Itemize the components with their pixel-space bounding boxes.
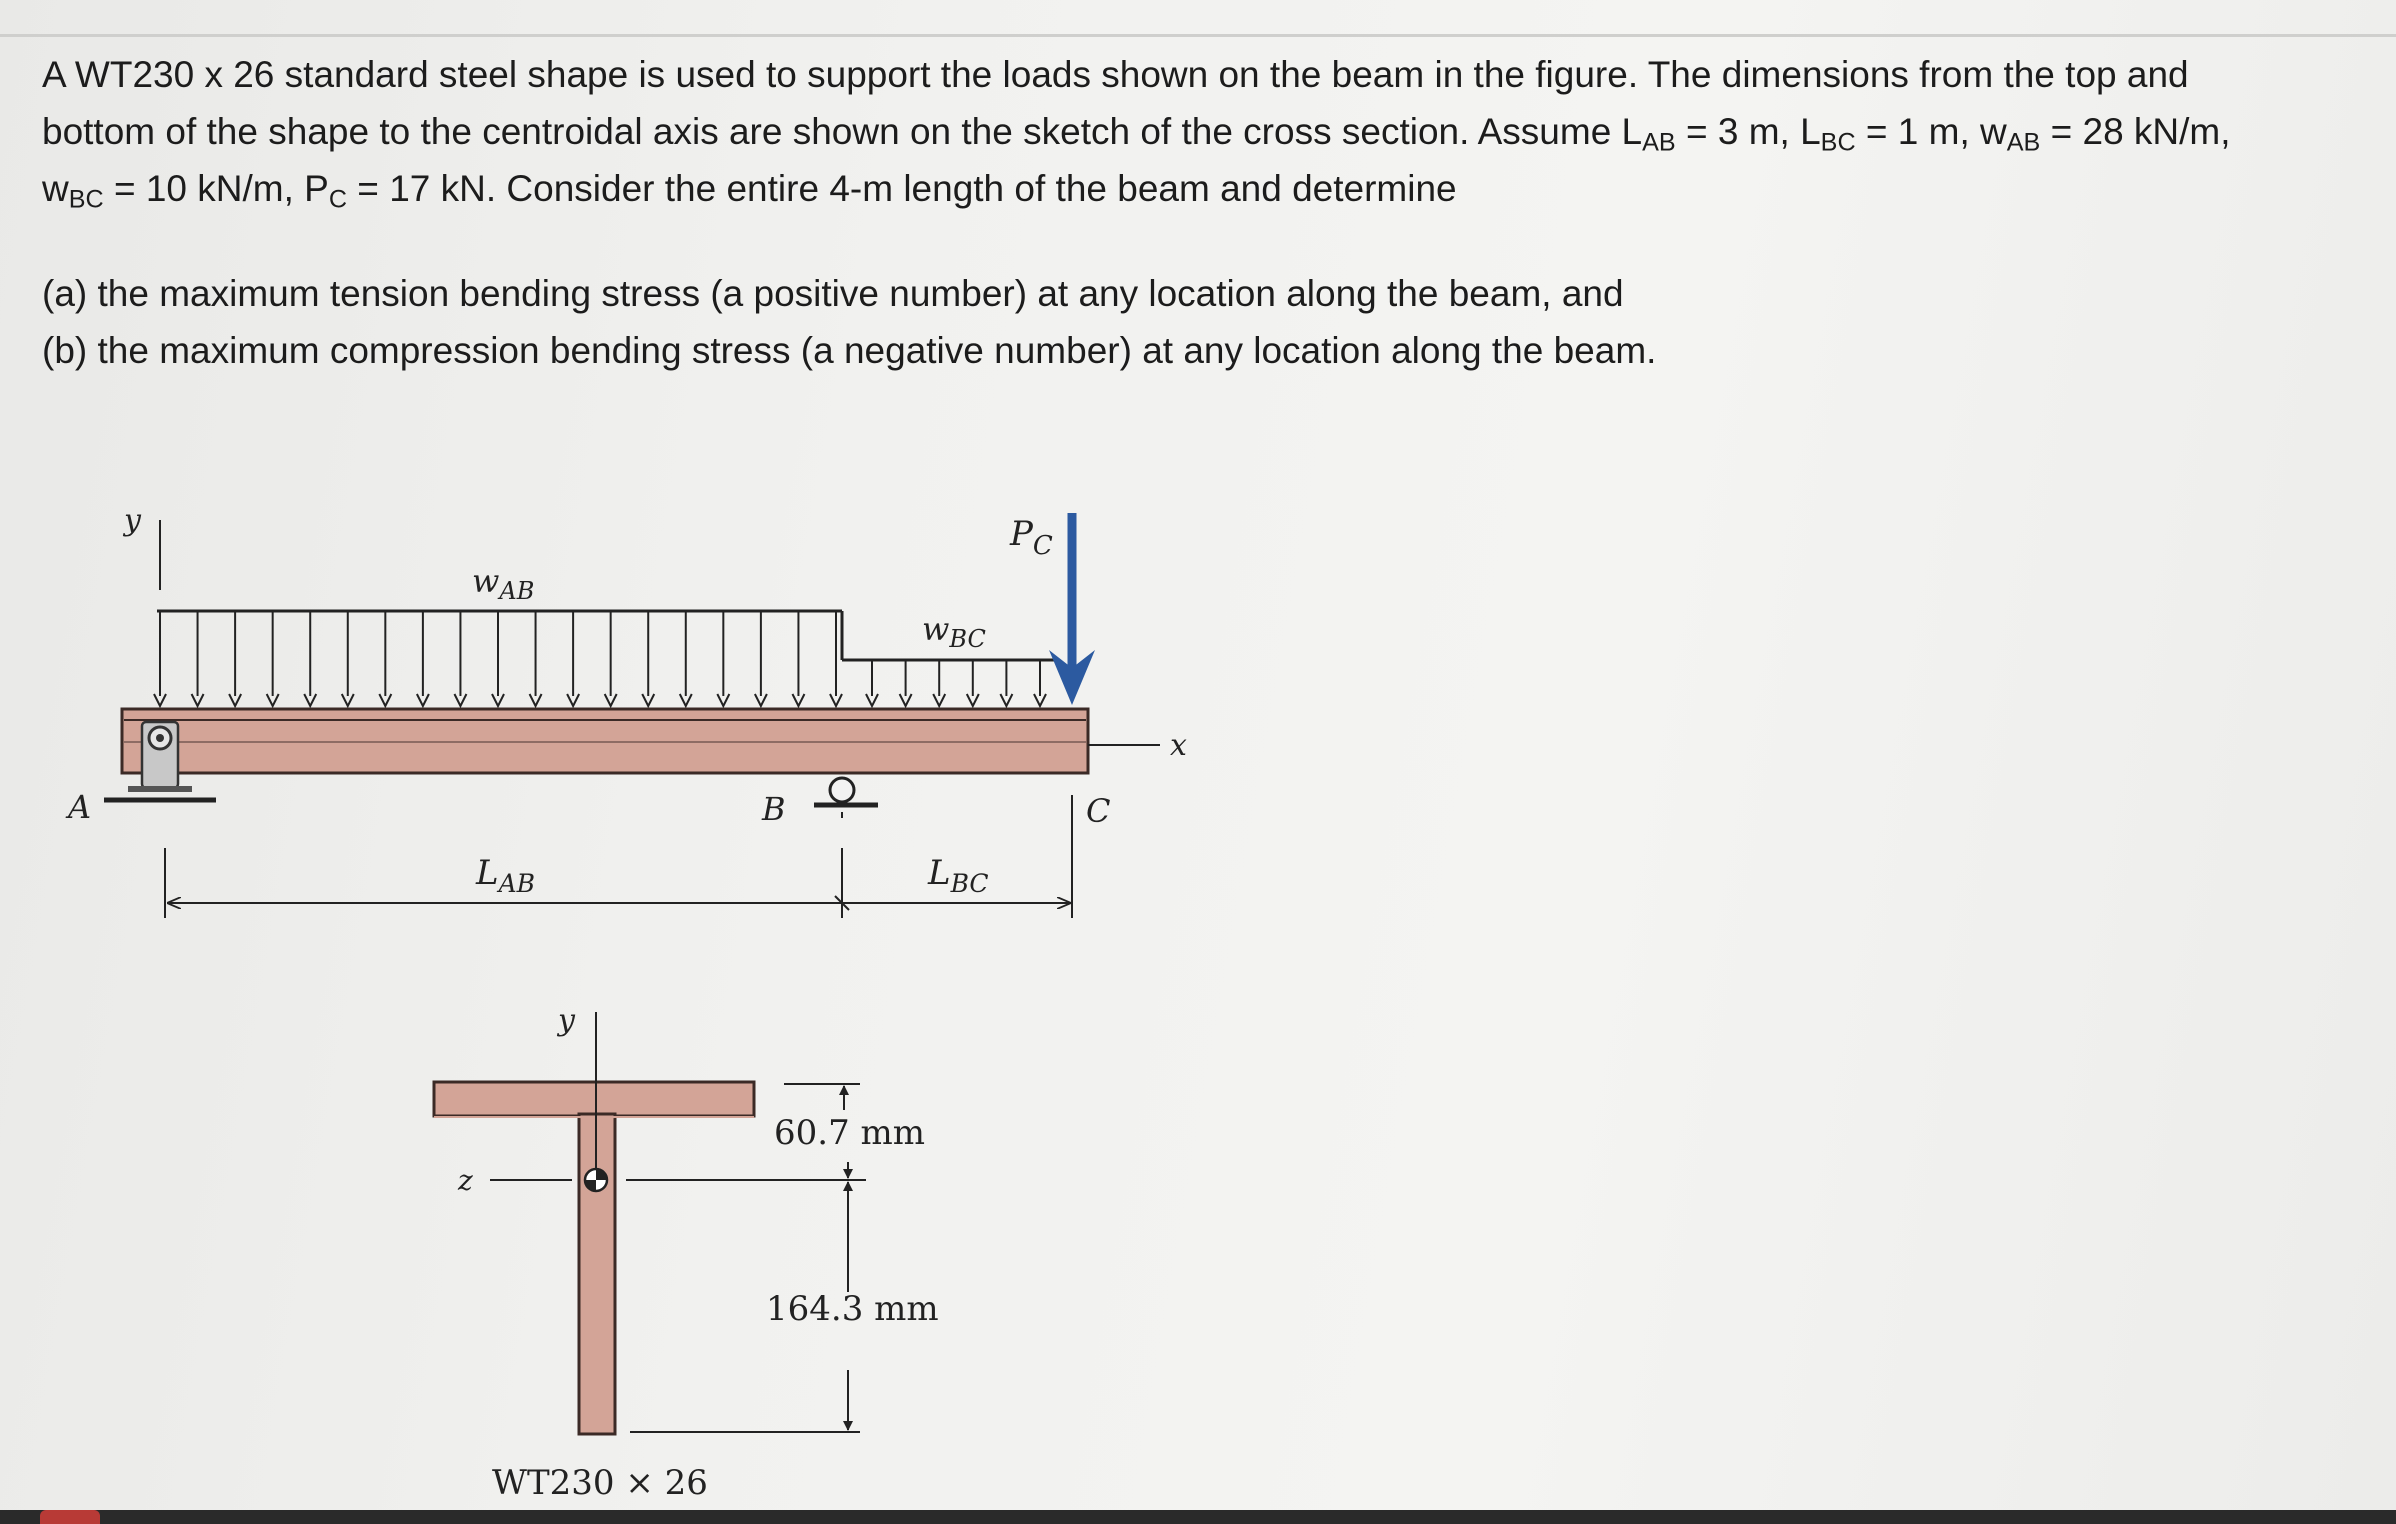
load-wbc-arrow-set (866, 661, 1046, 706)
load-wab-label: $w_{AB}$ (472, 562, 535, 605)
dim-lbc-label: $L_{BC}$ (928, 853, 989, 898)
x-axis-label: x (1170, 728, 1187, 763)
dim-lab-label: $L_{AB}$ (476, 853, 536, 898)
y-axis-label: y (124, 503, 141, 538)
load-wab-arrow-set (154, 612, 842, 706)
section-z-label: z (458, 1164, 473, 1197)
load-wbc-arrows (842, 660, 1060, 706)
section-y-label: y (558, 1003, 575, 1038)
load-wab-arrows (154, 611, 842, 706)
load-wbc-label: $w_{BC}$ (922, 610, 986, 653)
problem-line-1: A WT230 x 26 standard steel shape is used to support the loads shown on the beam in the figure. The dimensions from the top and (42, 54, 2189, 95)
problem-line-2: bottom of the shape to the centroidal axis are shown on the sketch of the cross section. Assume $L_{AB} = 3$ m, $L_{BC} = 1$ m, $w_{AB} = 28$ kN/m, (42, 111, 2231, 157)
load-pc-label: $P_C$ (1010, 514, 1053, 561)
tee-cross-section (434, 1082, 754, 1434)
part-b: (b) the maximum compression bending stress (a negative number) at any location along the beam. (42, 330, 1657, 371)
centroid-marker (585, 1169, 607, 1191)
bezel-red-tab (40, 1510, 100, 1524)
roller-support-b (814, 778, 878, 818)
problem-line-3: $w_{BC} = 10$ kN/m, $P_C = 17$ kN. Consider the entire 4-m length of the beam and determine (42, 168, 1457, 214)
dim-top-label: 60.7 mm (774, 1113, 925, 1153)
section-name-label: WT230 × 26 (492, 1463, 708, 1503)
point-c-label: C (1086, 792, 1111, 830)
part-a: (a) the maximum tension bending stress (a positive number) at any location along the beam, and (42, 273, 1624, 314)
dim-bottom-label: 164.3 mm (766, 1289, 939, 1329)
screen-bottom-bezel (0, 1510, 2396, 1524)
point-a-label: A (68, 788, 92, 826)
beam-body (122, 709, 1088, 773)
point-b-label: B (762, 790, 786, 828)
